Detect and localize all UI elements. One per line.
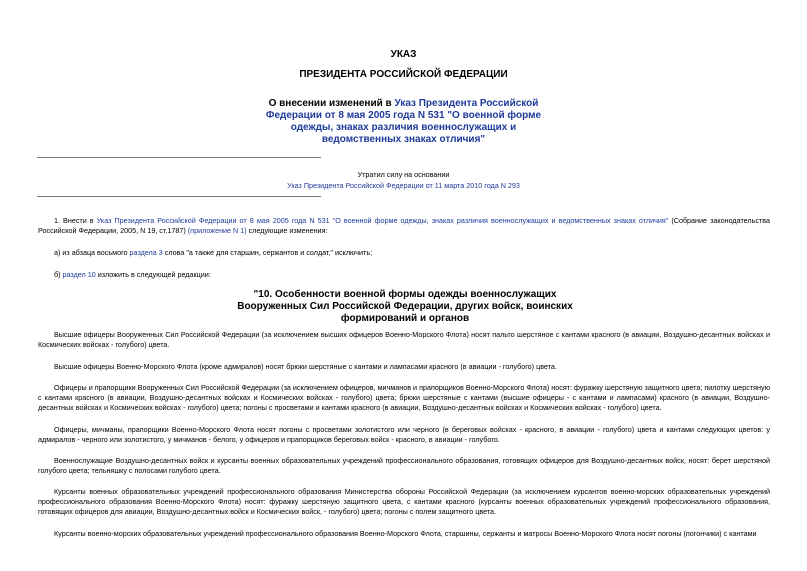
subject-link-2[interactable]: Федерации от 8 мая 2005 года N 531 "О военной форме — [265, 110, 542, 121]
subject-link-4[interactable]: ведомственных знаках отличия" — [321, 134, 486, 145]
subject-link-3[interactable]: одежды, знаках различия военнослужащих и — [290, 122, 517, 133]
subject-prefix: О внесении изменений в — [268, 98, 395, 109]
appendix-1-link[interactable]: (приложение N 1) — [187, 226, 247, 235]
paragraph-a: а) из абзаца восьмого раздела 3 слова "а также для старшин, сержантов и солдат," исключить; — [54, 248, 373, 257]
paragraph-naval-cadets: Курсанты военно-морских образовательных учреждений профессионального образования Военно-Морского Флота, старшины, сержанты и матросы Военно-Морского Флота носят погоны (погончики) с кантами — [54, 529, 757, 538]
subject-heading — [0, 98, 807, 146]
paragraph-navy-officers: Высшие офицеры Военно-Морского Флота (кроме адмиралов) носят брюки шерстяные с кантами и лампасами красного (в авиации - голубого) цвета. — [54, 362, 557, 371]
divider-bottom — [37, 196, 321, 197]
paragraph-cadets: Курсанты военных образовательных учреждений профессионального образования Министерства обороны Российской Федерации (за исключением курсантов военно-морских образовательных учреждений профессионального образования Военно-Морского Флота) носят: фуражку шерстяную защитного цвета, с кантами красного (курсанты военных образовательных учреждений профессионального образования, готовящих офицеров для авиации, Воздушно-десантных войск и Космических войск, - голубого) цвета; погоны с полем защитного цвета. — [38, 487, 770, 516]
paragraph-1: 1. Внести в Указ Президента Российской Федерации от 8 мая 2005 года N 531 "О военной форме одежды, знаках различия военнослужащих и ведомственных знаках отличия" (Собрание законодательства Российской Федерации, 2005, N 19, ст.1787) (приложение N 1) следующие изменения: — [38, 216, 770, 235]
paragraph-b: б) раздел 10 изложить в следующей редакции: — [54, 270, 211, 279]
section-10-heading: "10. Особенности военной формы одежды военнослужащих Вооруженных Сил Российской Федерации, других войск, воинских формирований и органов — [237, 289, 573, 324]
paragraph-airborne: Военнослужащие Воздушно-десантных войск и курсанты военных образовательных учреждений профессионального образования, готовящих офицеров для Воздушно-десантных войск, носят: берет шерстяной голубого цвета; тельняшку с полосами голубого цвета. — [38, 456, 770, 475]
paragraph-navy-shoulder-boards: Офицеры, мичманы, прапорщики Военно-Морского Флота носят погоны с просветами золотистого или черного (в береговых войсках - красного, в авиации - голубого) цвета и кантами следующих цветов: у адмиралов - черного или золотистого, у мичманов - белого, у офицеров и прапорщиков береговых войск - красного, в авиации - голубого. — [38, 425, 770, 444]
decree-issuer: ПРЕЗИДЕНТА РОССИЙСКОЙ ФЕДЕРАЦИИ — [299, 69, 508, 80]
decree-531-link[interactable]: Указ Президента Российской Федерации от 8 мая 2005 года N 531 "О военной форме одежды, знаках различия военнослужащих и ведомственных знаках отличия" — [96, 216, 669, 225]
divider-top — [37, 157, 321, 158]
section-3-link[interactable]: раздела 3 — [129, 248, 163, 257]
subject-link-1[interactable]: Указ Президента Российской — [394, 98, 539, 109]
repeal-link[interactable]: Указ Президента Российской Федерации от 11 марта 2010 года N 293 — [287, 181, 520, 190]
paragraph-senior-officers: Высшие офицеры Вооруженных Сил Российской Федерации (за исключением высших офицеров Военно-Морского Флота) носят пальто шерстяное с кантами красного (в авиации, Воздушно-десантных войсках и Космических войсках - голубого) цвета. — [38, 330, 770, 349]
repeal-note: Утратил силу на основании — [357, 170, 450, 179]
section-10-link[interactable]: раздел 10 — [62, 270, 96, 279]
decree-title: УКАЗ — [390, 49, 417, 60]
paragraph-officers-warrant: Офицеры и прапорщики Вооруженных Сил Российской Федерации (за исключением офицеров, мичманов и прапорщиков Военно-Морского Флота) носят: фуражку шерстяную защитного цвета; пилотку шерстяную с кантами красного (в авиации, Воздушно-десантных войсках и Космических войсках - голубого) цвета; брюки шерстяные с кантами (высшие офицеры - с кантами и лампасами) красного (в авиации, Воздушно-десантных войсках и Космических войсках - голубого) цвета; погоны с просветами и кантами красного (в авиации, Воздушно-десантных войсках и Космических войсках - голубого) цвета. — [38, 383, 770, 412]
